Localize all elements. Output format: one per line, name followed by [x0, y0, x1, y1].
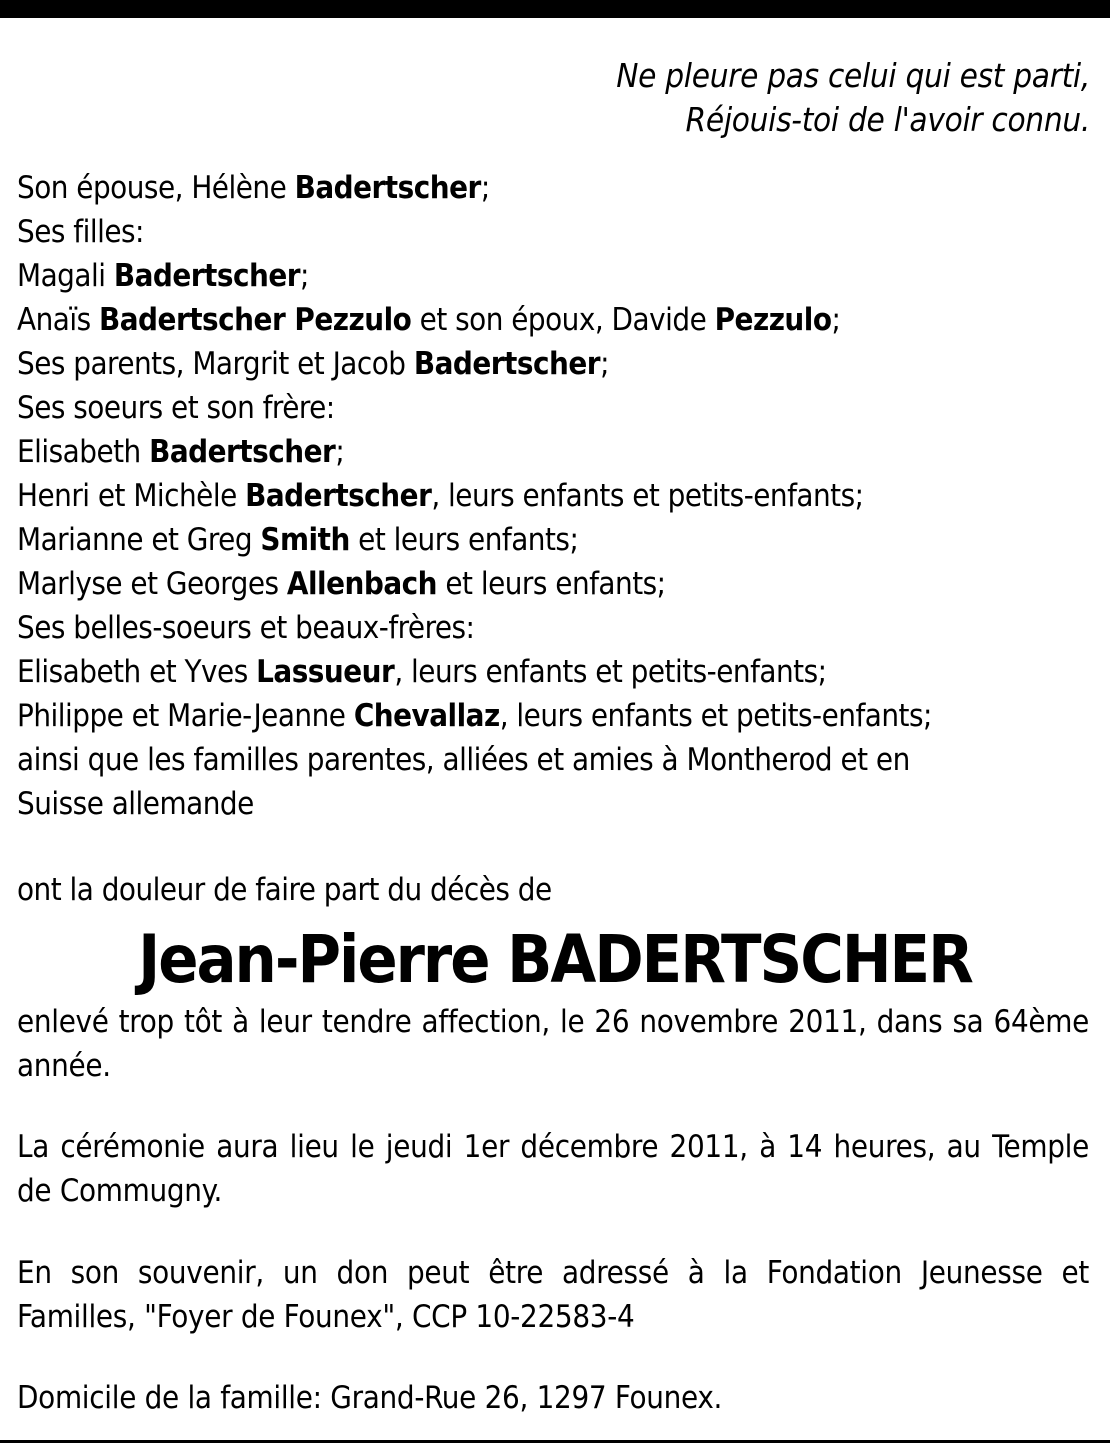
family-text: Suisse allemande — [17, 786, 254, 822]
family-line — [17, 430, 1097, 474]
deceased-name: Jean-Pierre BADERTSCHER — [138, 921, 972, 998]
family-list — [17, 166, 1097, 826]
family-surname: Smith — [260, 522, 350, 558]
family-surname: Badertscher — [294, 170, 481, 206]
family-text: Philippe et Marie-Jeanne — [17, 698, 354, 734]
family-line — [17, 386, 1097, 430]
family-line — [17, 606, 1097, 650]
family-surname: Pezzulo — [714, 302, 832, 338]
ceremony-paragraph: La cérémonie aura lieu le jeudi 1er décembre 2011, à 14 heures, au Temple de Commugny. — [17, 1129, 1089, 1209]
family-line — [17, 738, 1097, 782]
family-text: Marianne et Greg — [17, 522, 261, 558]
family-text: ; — [480, 170, 490, 206]
announcement: ont la douleur de faire part du décès de — [17, 872, 552, 908]
family-text: et leurs enfants; — [349, 522, 579, 558]
family-text: Henri et Michèle — [17, 478, 246, 514]
family-surname: Badertscher — [245, 478, 432, 514]
donation-paragraph: En son souvenir, un don peut être adressé à la Fondation Jeunesse et Familles, "Foyer de Founex", CCP 10-22583-4 — [17, 1255, 1089, 1335]
family-line — [17, 650, 1097, 694]
family-text: Anaïs — [17, 302, 99, 338]
family-surname: Badertscher — [413, 346, 601, 382]
family-text: Ses parents, Margrit et Jacob — [17, 346, 414, 382]
family-text: ; — [600, 346, 609, 382]
family-surname: Lassueur — [256, 654, 395, 690]
family-line — [17, 694, 1097, 738]
epigraph-line-1: Ne pleure pas celui qui est parti, — [616, 56, 1090, 95]
family-surname: Badertscher — [149, 434, 336, 470]
family-text: ; — [335, 434, 345, 470]
family-line — [17, 298, 1097, 342]
death-paragraph: enlevé trop tôt à leur tendre affection, le 26 novembre 2011, dans sa 64ème année. — [17, 1004, 1089, 1084]
family-text: ainsi que les familles parentes, alliées et amies à Montherod et en — [17, 742, 910, 778]
family-line — [17, 166, 1097, 210]
family-surname: Badertscher — [113, 258, 301, 294]
family-text: , leurs enfants et petits-enfants; — [431, 478, 864, 514]
family-line — [17, 210, 1097, 254]
family-surname: Badertscher Pezzulo — [98, 302, 412, 338]
family-text: ; — [831, 302, 841, 338]
family-text: Magali — [17, 258, 114, 294]
family-line — [17, 782, 1097, 826]
family-text: Son épouse, Hélène — [17, 170, 295, 206]
family-text: et leurs enfants; — [437, 566, 666, 602]
family-text: et son époux, Davide — [411, 302, 715, 338]
top-rule — [0, 0, 1110, 18]
bottom-rule — [0, 1440, 1110, 1443]
family-line — [17, 518, 1097, 562]
epigraph-line-2: Réjouis-toi de l'avoir connu. — [685, 100, 1090, 139]
family-line — [17, 562, 1097, 606]
family-surname: Chevallaz — [353, 698, 500, 734]
family-text: Ses filles: — [17, 214, 144, 250]
family-text: , leurs enfants et petits-enfants; — [394, 654, 827, 690]
family-text: ; — [300, 258, 309, 294]
family-surname: Allenbach — [286, 566, 438, 602]
family-text: Ses soeurs et son frère: — [17, 390, 335, 426]
family-text: , leurs enfants et petits-enfants; — [499, 698, 932, 734]
family-text: Elisabeth et Yves — [17, 654, 257, 690]
domicile-paragraph: Domicile de la famille: Grand-Rue 26, 1297 Founex. — [17, 1380, 723, 1416]
family-text: Elisabeth — [17, 434, 150, 470]
epigraph — [190, 54, 1090, 142]
family-line — [17, 254, 1097, 298]
family-line — [17, 342, 1097, 386]
family-text: Marlyse et Georges — [17, 566, 287, 602]
family-text: Ses belles-soeurs et beaux-frères: — [17, 610, 475, 646]
family-line — [17, 474, 1097, 518]
